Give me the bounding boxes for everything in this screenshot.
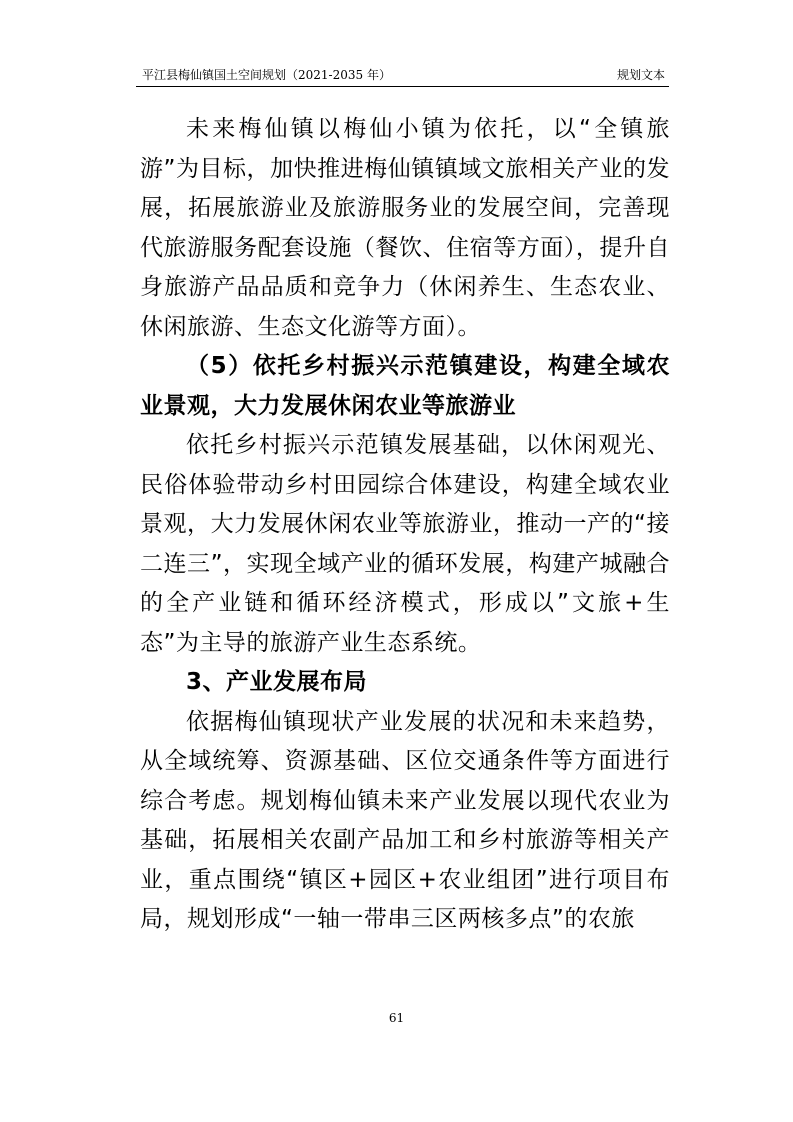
- page-body: [140, 110, 670, 940]
- document-title: 平江县梅仙镇国土空间规划（2021-2035 年）: [142, 68, 391, 82]
- page-header: [136, 62, 669, 84]
- section-heading-industry-layout: 3、产业发展布局: [186, 669, 368, 695]
- paragraph-industry-layout: 依据梅仙镇现状产业发展的状况和未来趋势，从全域统筹、资源基础、区位交通条件等方面进行综合考虑。规划梅仙镇未来产业发展以现代农业为基础，拓展相关农副产品加工和乡村旅游等相关产业，重点围绕“镇区+园区+农业组团”进行项目布局，规划形成“一轴一带串三区两核多点”的农旅: [140, 708, 670, 932]
- page-number: 61: [388, 1011, 405, 1025]
- paragraph-tourism-goal: 未来梅仙镇以梅仙小镇为依托，以“全镇旅游”为目标，加快推进梅仙镇镇域文旅相关产业的发展，拓展旅游业及旅游服务业的发展空间，完善现代旅游服务配套设施（餐饮、住宿等方面），提升自身旅游产品品质和竞争力（休闲养生、生态农业、休闲旅游、生态文化游等方面）。: [140, 116, 670, 340]
- subheading-rural-revitalization: （5）依托乡村振兴示范镇建设，构建全域农业景观，大力发展休闲农业等旅游业: [140, 353, 670, 419]
- document-type: 规划文本: [616, 68, 665, 82]
- header-divider: [136, 86, 669, 87]
- paragraph-rural-revitalization: 依托乡村振兴示范镇发展基础，以休闲观光、民俗体验带动乡村田园综合体建设，构建全域农业景观，大力发展休闲农业等旅游业，推动一产的“接二连三”，实现全域产业的循环发展，构建产城融合的全产业链和循环经济模式，形成以”文旅+生态”为主导的旅游产业生态系统。: [140, 432, 670, 656]
